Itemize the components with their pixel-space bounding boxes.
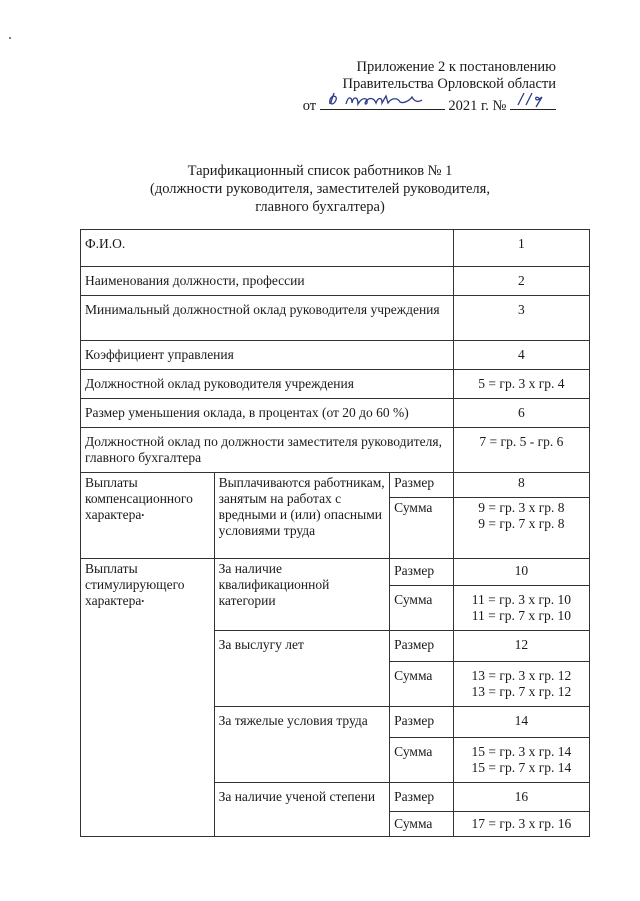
row-value: 2 [453, 267, 589, 296]
row-value: 3 [453, 296, 589, 341]
handwritten-number [510, 93, 556, 110]
table-row [81, 559, 590, 586]
row-value: 7 = гр. 5 - гр. 6 [453, 428, 589, 473]
table-row [81, 296, 590, 341]
year-label: 2021 г. № [448, 98, 507, 114]
sum-value [453, 662, 589, 707]
stim-item-academic-degree: За наличие ученой степени [214, 783, 390, 837]
appendix-line-3 [303, 93, 556, 115]
group-compensation-label: Выплаты компенсационного характера [85, 475, 193, 522]
sum-label: Сумма [390, 662, 454, 707]
size-label: Размер [390, 707, 454, 738]
row-label: Должностной оклад по должности заместителя руководителя, главного бухгалтера [81, 428, 454, 473]
row-label: Коэффициент управления [81, 341, 454, 370]
sum-value: 17 = гр. 3 х гр. 16 [453, 812, 589, 837]
row-value: 4 [453, 341, 589, 370]
stim-item-hard-conditions: За тяжелые условия труда [214, 707, 390, 783]
row-label: Должностной оклад руководителя учреждения [81, 370, 454, 399]
sum-value [453, 738, 589, 783]
row-label: Наименования должности, профессии [81, 267, 454, 296]
sum-formula-1: 11 = гр. 3 х гр. 10 [471, 592, 571, 607]
sum-value [453, 498, 589, 559]
handwritten-date [320, 93, 445, 110]
stim-item-qualification: За наличие квалификационной категории [214, 559, 390, 631]
compensation-item: Выплачиваются работникам, занятым на работах с вредными и (или) опасными условиями труда [214, 473, 390, 559]
table-row [81, 341, 590, 370]
date-prefix: от [302, 98, 317, 114]
sum-label: Сумма [390, 812, 454, 837]
document-title [0, 162, 640, 216]
size-value: 10 [453, 559, 589, 586]
tariff-table [80, 229, 590, 837]
sum-value [453, 586, 589, 631]
title-line-1: Тарификационный список работников № 1 [187, 163, 453, 179]
scan-speck [9, 37, 11, 39]
row-value: 1 [453, 230, 589, 267]
title-line-2: (должности руководителя, заместителей руководителя, [150, 181, 490, 197]
row-label: Ф.И.О. [81, 230, 454, 267]
group-stimulating-label: Выплаты стимулирующего характера [85, 561, 185, 608]
sum-formula-1: 13 = гр. 3 х гр. 12 [471, 668, 572, 683]
group-stimulating [81, 559, 215, 837]
handwritten-number-signature [510, 91, 556, 109]
size-label: Размер [390, 473, 454, 498]
title-line-3: главного бухгалтера) [255, 199, 385, 215]
table-row [81, 370, 590, 399]
appendix-line-1: Приложение 2 к постановлению [356, 59, 556, 75]
stim-item-seniority: За выслугу лет [214, 631, 390, 707]
size-value: 8 [453, 473, 589, 498]
size-value: 14 [453, 707, 589, 738]
sum-formula-1: 15 = гр. 3 х гр. 14 [471, 744, 572, 759]
row-value: 6 [453, 399, 589, 428]
row-label: Размер уменьшения оклада, в процентах (от 20 до 60 %) [81, 399, 454, 428]
sum-formula-2: 15 = гр. 7 х гр. 14 [471, 760, 572, 775]
table-row [81, 399, 590, 428]
table-row [81, 473, 590, 498]
appendix-line-2: Правительства Орловской области [342, 76, 556, 92]
row-value: 5 = гр. 3 х гр. 4 [453, 370, 589, 399]
sum-formula-1: 9 = гр. 3 х гр. 8 [478, 500, 565, 515]
size-value: 12 [453, 631, 589, 662]
size-value: 16 [453, 783, 589, 812]
table-row [81, 267, 590, 296]
group-compensation [81, 473, 215, 559]
size-label: Размер [390, 783, 454, 812]
appendix-header [303, 59, 556, 115]
sum-label: Сумма [390, 498, 454, 559]
row-label: Минимальный должностной оклад руководителя учреждения [81, 296, 454, 341]
size-label: Размер [390, 559, 454, 586]
footnote-mark: • [141, 510, 145, 520]
handwritten-date-signature [320, 91, 445, 109]
sum-label: Сумма [390, 738, 454, 783]
table-row [81, 428, 590, 473]
table-row [81, 230, 590, 267]
footnote-mark: • [141, 596, 145, 606]
sum-formula-2: 13 = гр. 7 х гр. 12 [471, 684, 572, 699]
sum-formula-2: 9 = гр. 7 х гр. 8 [478, 516, 565, 531]
sum-formula-2: 11 = гр. 7 х гр. 10 [471, 608, 571, 623]
size-label: Размер [390, 631, 454, 662]
sum-label: Сумма [390, 586, 454, 631]
